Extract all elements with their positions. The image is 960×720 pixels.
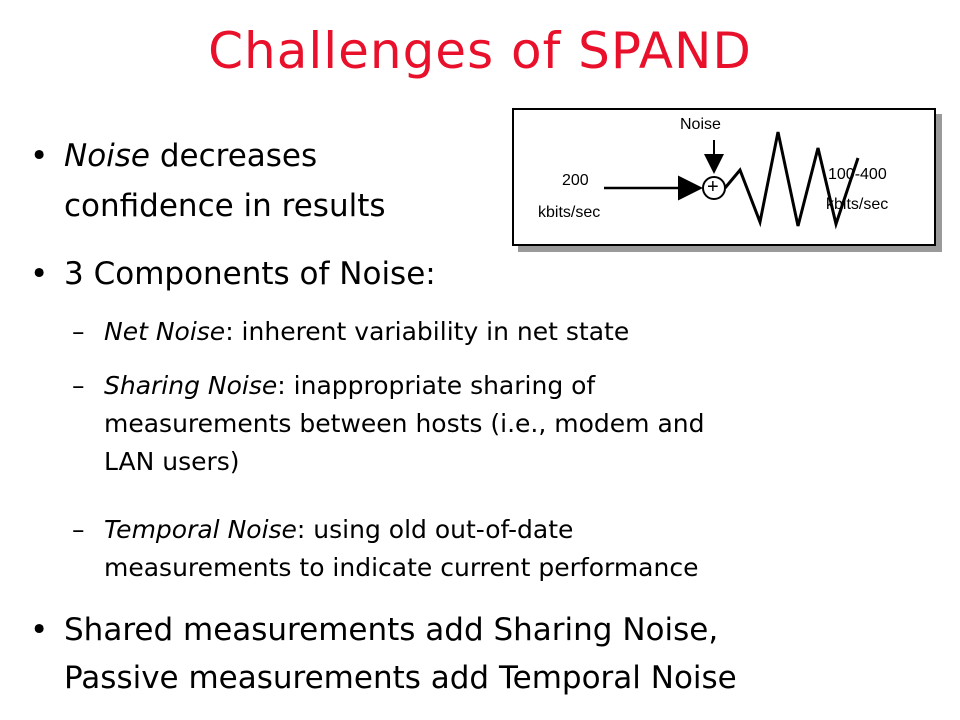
bullet-text-line2: confidence in results bbox=[64, 188, 386, 224]
adder-plus: + bbox=[707, 176, 719, 198]
sub-term: Net Noise bbox=[104, 317, 226, 346]
sub-text-rest: : inherent variability in net state bbox=[225, 317, 630, 346]
sub-text bbox=[104, 368, 595, 404]
noise-emphasis: Noise bbox=[64, 138, 150, 174]
output-value: 100-400 bbox=[828, 166, 887, 183]
sub-term: Sharing Noise bbox=[104, 371, 278, 400]
input-unit: kbits/sec bbox=[538, 204, 601, 221]
sub-text bbox=[104, 512, 573, 548]
input-value: 200 bbox=[562, 172, 589, 189]
noise-diagram bbox=[512, 108, 942, 258]
sub-dash: – bbox=[72, 317, 85, 346]
sub-text bbox=[104, 314, 629, 350]
sub-term: Temporal Noise bbox=[104, 515, 297, 544]
sub-text-rest: : using old out-of-date bbox=[296, 515, 574, 544]
bullet-dot: • bbox=[30, 138, 49, 174]
bullet-text-rest: decreases bbox=[150, 138, 318, 174]
bullet-text: Shared measurements add Sharing Noise, bbox=[64, 612, 719, 648]
bullet-text-line2: Passive measurements add Temporal Noise bbox=[64, 660, 737, 696]
noise-label: Noise bbox=[680, 116, 721, 133]
output-unit: kbits/sec bbox=[826, 196, 889, 213]
sub-text-line2: measurements between hosts (i.e., modem and bbox=[104, 409, 705, 438]
sub-text-line3: LAN users) bbox=[104, 447, 240, 476]
sub-text-rest: : inappropriate sharing of bbox=[277, 371, 596, 400]
bullet-text bbox=[64, 134, 317, 178]
bullet-dot: • bbox=[30, 256, 49, 292]
sub-dash: – bbox=[72, 515, 85, 544]
bullet-text: 3 Components of Noise: bbox=[64, 256, 436, 292]
sub-text-line2: measurements to indicate current performance bbox=[104, 553, 699, 582]
sub-dash: – bbox=[72, 371, 85, 400]
bullet-dot: • bbox=[30, 612, 49, 648]
slide-title: Challenges of SPAND bbox=[208, 22, 752, 80]
